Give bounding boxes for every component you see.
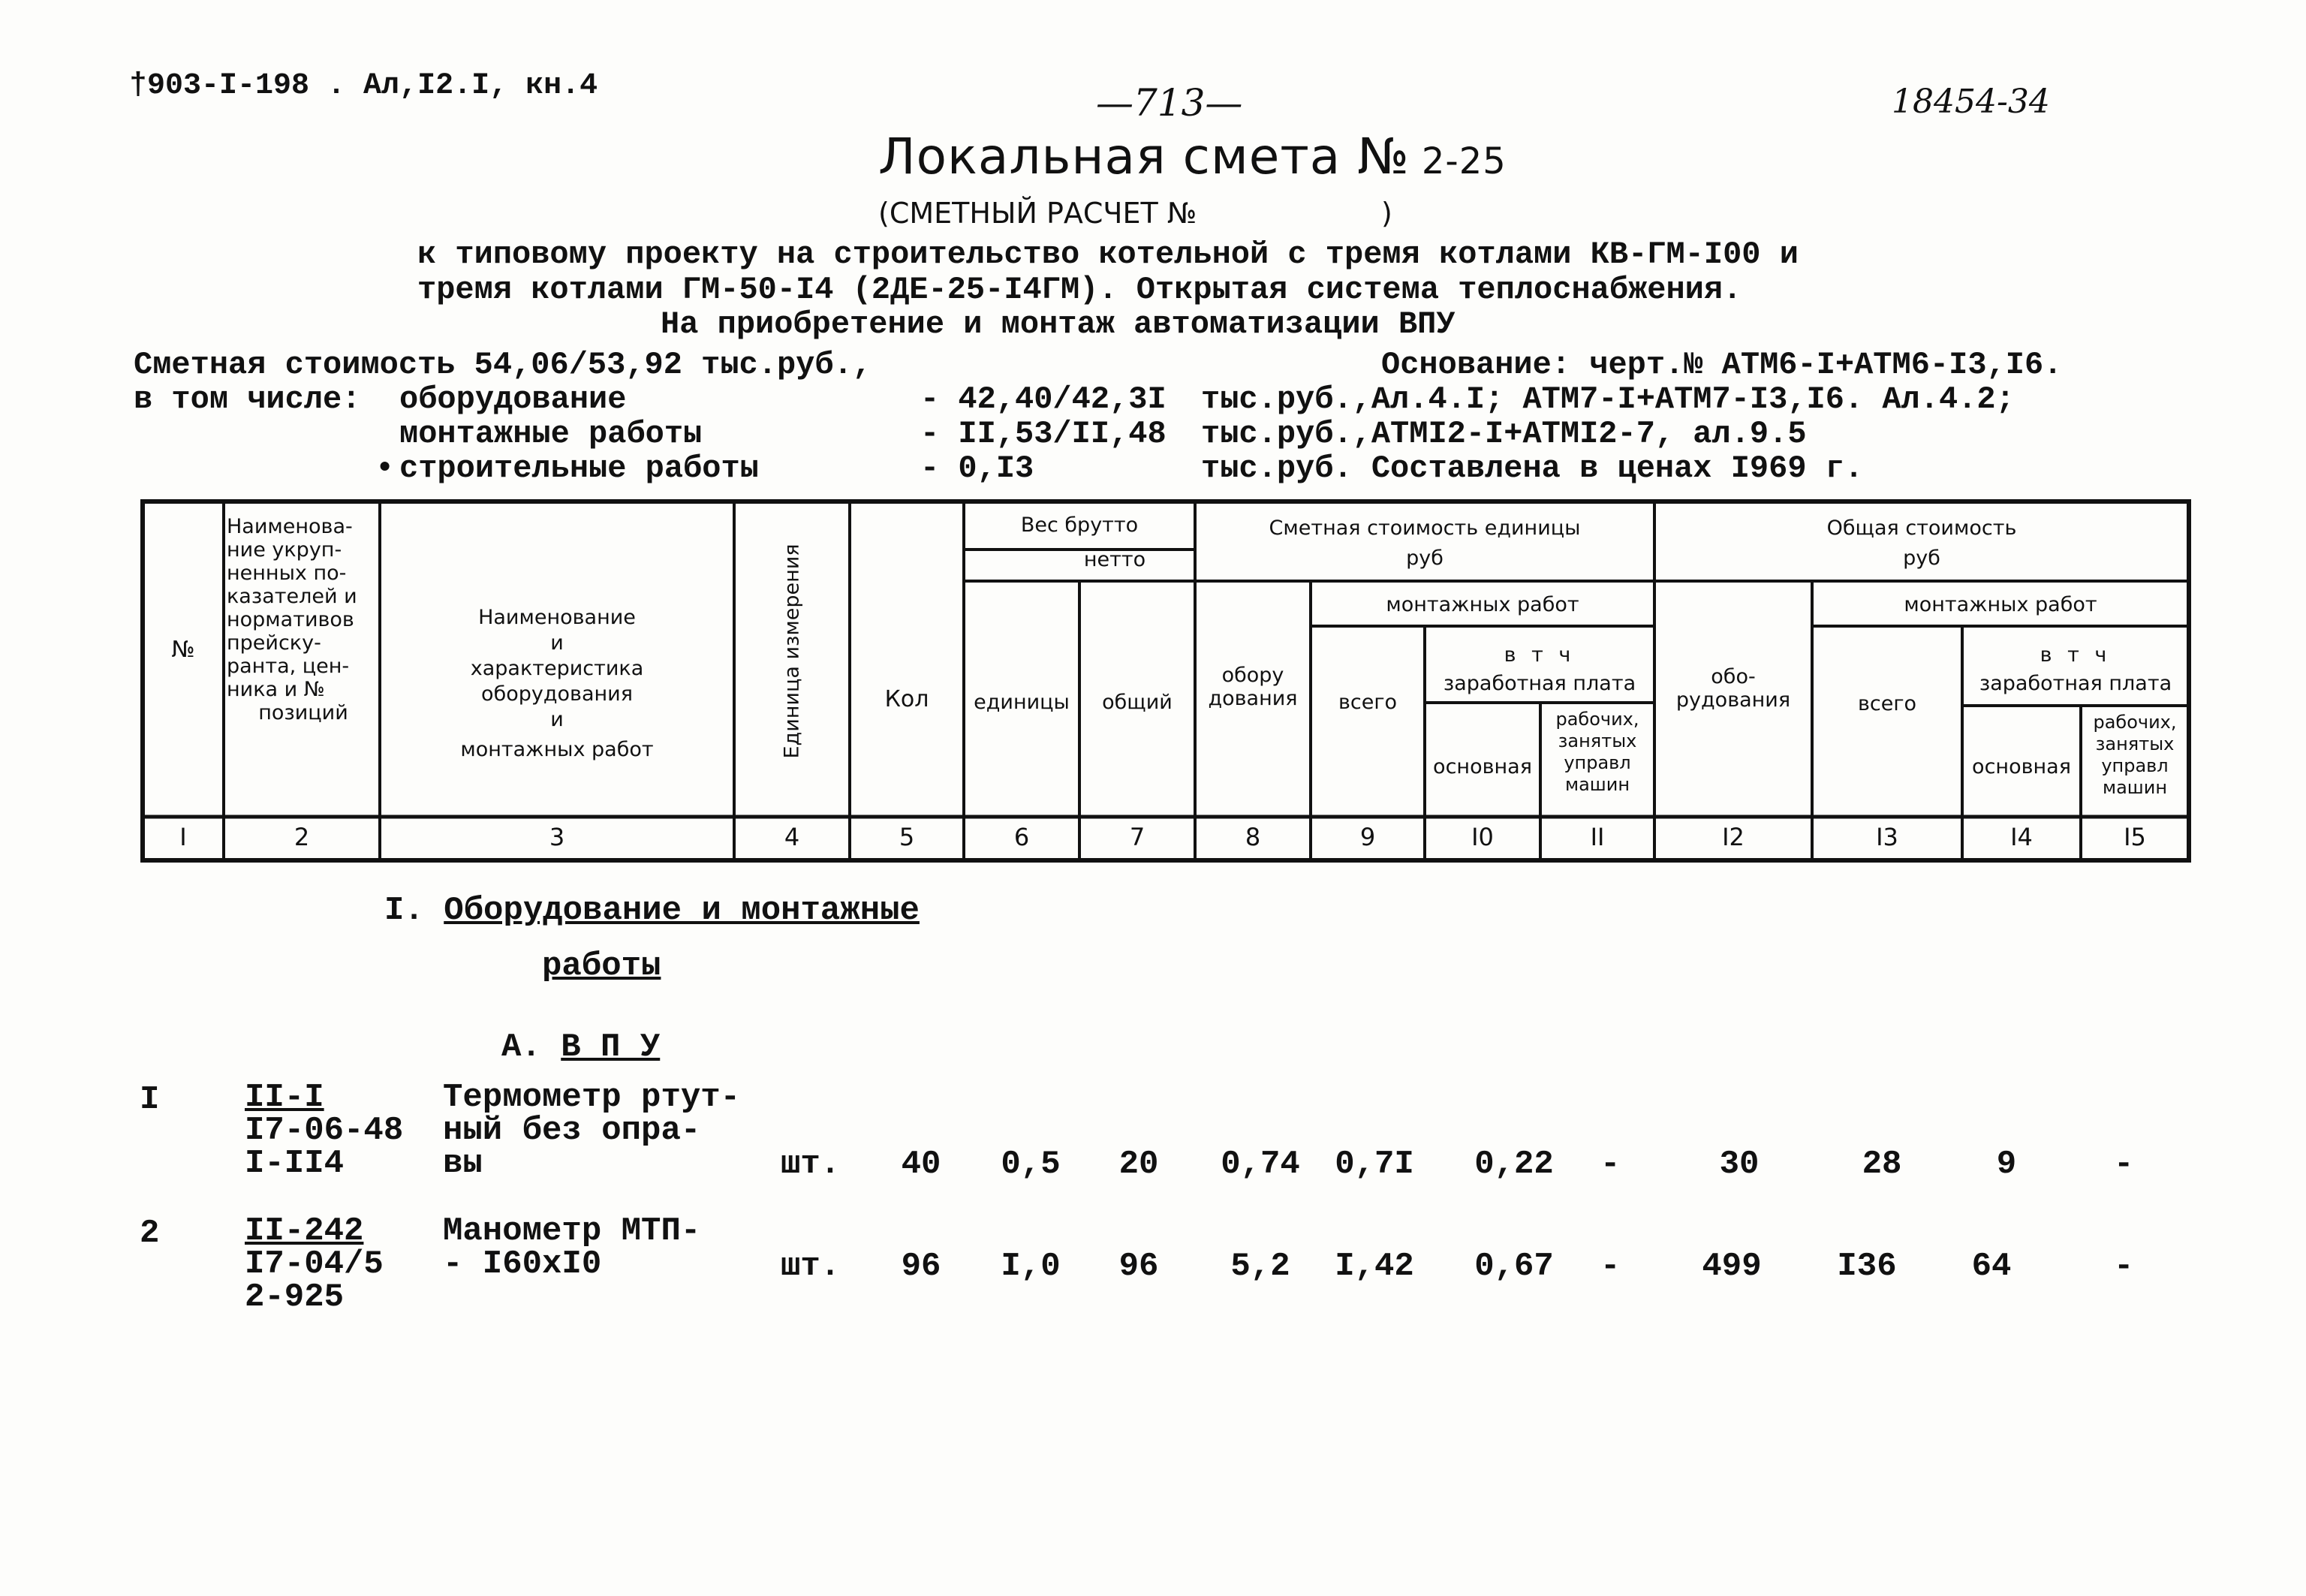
- row-name: [443, 1081, 740, 1180]
- header-line: рабочих,: [2093, 712, 2177, 733]
- col-header-total-cost: [1654, 513, 2189, 574]
- name-line: ный без опра-: [443, 1112, 701, 1149]
- header-line: в т ч: [1504, 643, 1576, 667]
- name-line: - I60хI0: [443, 1245, 602, 1283]
- col-header-unit-wage: [1425, 641, 1654, 698]
- code-line: I7-04/5: [245, 1245, 384, 1283]
- row-qty: 40: [901, 1146, 941, 1183]
- row-total-mount: I36: [1837, 1248, 1897, 1285]
- col-header-total-wage-machine: [2081, 712, 2189, 799]
- col-number: I4: [2010, 823, 2033, 851]
- col-header-total-mount-total: всего: [1857, 692, 1917, 715]
- name-line: Термометр ртут-: [443, 1079, 741, 1116]
- row-unit-equip: 5,2: [1230, 1248, 1290, 1285]
- header-line: обо-: [1711, 665, 1756, 688]
- title-number: 2-25: [1421, 140, 1507, 182]
- cost-total: Сметная стоимость 54,06/53,92 тыс.руб.,: [134, 347, 872, 383]
- row-weight-total: 96: [1118, 1248, 1159, 1285]
- cost-item-value: - 42,40/42,3I: [920, 381, 1167, 417]
- col-header-total-mount: монтажных работ: [1904, 593, 2097, 616]
- row-total-equip: 30: [1719, 1146, 1760, 1183]
- cost-item-note: тыс.руб.,АТМI2-I+АТМI2-7, ал.9.5: [1201, 416, 1807, 452]
- header-line: ние укруп-: [227, 538, 342, 562]
- col-header-unit-cost: [1195, 513, 1654, 574]
- including-label: в том числе:: [134, 381, 361, 417]
- col-number: II: [1590, 823, 1605, 851]
- page-number: —713—: [1096, 81, 1243, 125]
- col-number: 3: [549, 823, 565, 851]
- row-total-wage: 64: [1971, 1248, 2012, 1285]
- row-unit-wage: 0,67: [1474, 1248, 1554, 1285]
- header-line: прейску-: [227, 631, 321, 655]
- col-header-norm-code: [227, 515, 380, 724]
- cost-item-label: строительные работы: [399, 450, 759, 486]
- row-unit-equip: 0,74: [1221, 1146, 1300, 1183]
- row-weight-unit: 0,5: [1001, 1146, 1061, 1183]
- cost-item-value: - 0,I3: [920, 450, 1034, 486]
- header-line: обору: [1221, 664, 1284, 687]
- row-weight-total: 20: [1118, 1146, 1159, 1183]
- header-line: руб: [1406, 547, 1444, 570]
- col-number: I5: [2124, 823, 2146, 851]
- cost-basis: Основание: черт.№ АТМ6-I+АТМ6-I3,I6.: [1381, 347, 2063, 383]
- header-line: машин: [1564, 774, 1630, 795]
- row-total-wage: 9: [1996, 1146, 2017, 1183]
- row-weight-unit: I,0: [1001, 1248, 1061, 1285]
- section-number: I.: [384, 892, 424, 929]
- col-header-unit-mount: монтажных работ: [1386, 593, 1579, 616]
- subsection-title: В П У: [561, 1028, 661, 1066]
- header-line: ранта, цен-: [227, 655, 350, 678]
- description-line: к типовому проекту на строительство котельной с тремя котлами КВ-ГМ-I00 и: [417, 236, 1799, 273]
- header-line: монтажных работ: [460, 738, 654, 761]
- row-total-wage-machine: -: [2114, 1248, 2134, 1285]
- header-line: оборудования: [481, 682, 633, 706]
- header-line: ника и №: [227, 678, 325, 701]
- col-header-unit-equip: [1195, 664, 1311, 710]
- col-number: I: [179, 823, 187, 851]
- description-line: На приобретение и монтаж автоматизации ВПУ: [661, 306, 1456, 342]
- col-number: I2: [1722, 823, 1745, 851]
- header-line: занятых: [2095, 733, 2175, 754]
- header-line: Наименование: [478, 606, 636, 629]
- row-number: I: [140, 1081, 160, 1119]
- col-header-total-wage: [1962, 641, 2189, 698]
- header-line: рудования: [1675, 688, 1791, 712]
- header-line: управл: [1564, 752, 1631, 773]
- col-header-unit-wage-machine: [1540, 709, 1654, 796]
- header-line: Общая стоимость: [1826, 516, 2017, 540]
- col-header-total-equip: [1654, 665, 1812, 712]
- header-line: руб: [1903, 547, 1940, 570]
- row-total-equip: 499: [1702, 1248, 1762, 1285]
- section-heading: [384, 892, 920, 929]
- col-header-total-wage-base: основная: [1972, 755, 2071, 778]
- col-header-weight-total: общий: [1102, 691, 1173, 714]
- cost-item-label: монтажные работы: [399, 416, 703, 452]
- row-unit-wage-machine: -: [1600, 1248, 1621, 1285]
- col-header-unit-wage-base: основная: [1433, 755, 1532, 778]
- header-line: и: [550, 631, 564, 655]
- header-line: заработная плата: [1979, 672, 2172, 695]
- row-unit-mount: 0,7I: [1335, 1146, 1414, 1183]
- header-line: характеристика: [470, 657, 644, 680]
- name-line: Манометр МТП-: [443, 1212, 701, 1250]
- col-number: 5: [899, 823, 915, 851]
- document-code: †903-I-198 . Ал,I2.I, кн.4: [129, 69, 598, 103]
- subsection-heading: [501, 1028, 660, 1066]
- code-line: I-II4: [245, 1145, 345, 1182]
- code-line: 2-925: [245, 1278, 345, 1316]
- row-number: 2: [140, 1215, 160, 1252]
- col-header-weight: Вес брутто: [1020, 513, 1139, 537]
- row-qty: 96: [901, 1248, 941, 1285]
- header-line: Единица измерения: [780, 544, 804, 759]
- row-unit-wage-machine: -: [1600, 1146, 1621, 1183]
- section-title-cont: работы: [542, 947, 661, 985]
- code-line: II-242: [245, 1212, 364, 1250]
- row-codes: [245, 1212, 384, 1316]
- header-line: Сметная стоимость единицы: [1269, 516, 1581, 540]
- col-header-qty: Кол: [884, 686, 929, 712]
- cost-item-label: оборудование: [399, 381, 627, 417]
- header-line: дования: [1208, 687, 1298, 710]
- row-codes: [245, 1081, 403, 1180]
- col-header-unit-mount-total: всего: [1338, 691, 1398, 714]
- header-line: управл: [2101, 755, 2169, 776]
- row-unit-mount: I,42: [1335, 1248, 1414, 1285]
- cost-item-note: тыс.руб.,Ал.4.I; АТМ7-I+АТМ7-I3,I6. Ал.4.2;: [1201, 381, 2015, 417]
- col-number: 9: [1359, 823, 1376, 851]
- section-title: Оборудование и монтажные: [444, 892, 920, 929]
- header-line: в т ч: [2040, 643, 2112, 667]
- code-line: II-I: [245, 1079, 324, 1116]
- row-total-mount: 28: [1862, 1146, 1902, 1183]
- header-line: заработная плата: [1443, 672, 1636, 695]
- cost-item-value: - II,53/II,48: [920, 416, 1167, 452]
- col-number: I0: [1471, 823, 1494, 851]
- title-text: Локальная смета №: [878, 128, 1410, 185]
- header-line: ненных по-: [227, 562, 347, 585]
- row-unit: шт.: [781, 1248, 841, 1285]
- header-line: и: [550, 708, 564, 731]
- header-line: машин: [2102, 777, 2168, 798]
- subsection-prefix: А.: [501, 1028, 541, 1066]
- col-header-weight-unit: единицы: [974, 691, 1070, 714]
- col-number: 4: [784, 823, 800, 851]
- row-unit: шт.: [781, 1146, 841, 1183]
- bullet-mark: •: [375, 450, 395, 486]
- subtitle: (СМЕТНЫЙ РАСЧЕТ №: [878, 197, 1197, 230]
- col-header-number: №: [171, 637, 195, 663]
- cost-item-note: тыс.руб. Составлена в ценах I969 г.: [1201, 450, 1864, 486]
- header-line: казателей и: [227, 585, 357, 608]
- row-unit-wage: 0,22: [1474, 1146, 1554, 1183]
- col-number: 2: [294, 823, 310, 851]
- header-line: рабочих,: [1555, 709, 1639, 730]
- col-number: 6: [1013, 823, 1030, 851]
- name-line: вы: [443, 1145, 483, 1182]
- col-number: 7: [1129, 823, 1145, 851]
- col-number: I3: [1876, 823, 1898, 851]
- reference-number: 18454-34: [1892, 83, 2050, 121]
- col-header-name: [380, 605, 734, 763]
- subtitle-close: ): [1381, 197, 1392, 230]
- header-line: Наименова-: [227, 515, 353, 538]
- header-line: позиций: [258, 701, 348, 724]
- col-number: 8: [1245, 823, 1261, 851]
- row-name: [443, 1212, 701, 1283]
- code-line: I7-06-48: [245, 1112, 404, 1149]
- description-line: тремя котлами ГМ-50-I4 (2ДЕ-25-I4ГМ). Открытая система теплоснабжения.: [417, 272, 1742, 308]
- header-line: нормативов: [227, 608, 354, 631]
- col-header-weight-net: нетто: [1083, 548, 1146, 571]
- row-total-wage-machine: -: [2114, 1146, 2134, 1183]
- header-line: занятых: [1558, 730, 1637, 751]
